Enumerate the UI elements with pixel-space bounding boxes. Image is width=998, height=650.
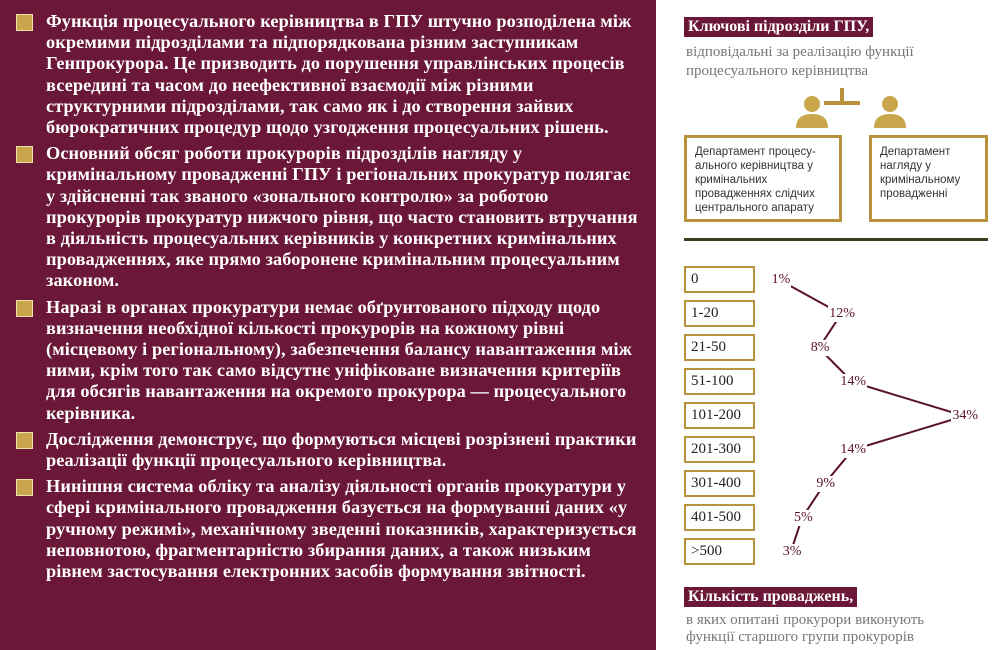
finding-item [14,429,642,471]
range-box: 0 [684,266,755,293]
range-box: >500 [684,538,755,565]
dept-procedural-guidance: Департамент процесу-ального керівництва у кримінальних провадженнях слідчих центрального апарату [684,135,842,222]
bullet-square-icon [16,479,33,496]
data-label: 14% [840,374,867,389]
finding-item [14,11,642,138]
data-label: 12% [829,306,855,321]
data-label: 8% [810,340,830,355]
finding-item [14,297,642,424]
range-box: 401-500 [684,504,755,531]
finding-item [14,476,642,582]
data-label: 9% [816,476,836,491]
range-box: 51-100 [684,368,755,395]
bullet-square-icon [16,432,33,449]
range-box: 21-50 [684,334,755,361]
units-subtitle-line1: відповідальні за реалізацію функції [686,44,914,60]
infographic-panel [656,0,998,650]
units-title: Ключові підрозділи ГПУ, [684,17,873,37]
bullet-square-icon [16,300,33,317]
units-subtitle-line2: процесуального керівництва [686,63,869,79]
data-label: 34% [952,408,979,423]
finding-text: Дослідження демонструє, що формуються місцеві розрізнені практики реалізації функції процесуального керівництва. [46,428,637,471]
range-box: 101-200 [684,402,755,429]
chart-subtitle-line1: в яких опитані прокурори виконують [686,612,925,628]
finding-text: Основний обсяг роботи прокурорів підрозділів нагляду у кримінальному провадженні ГПУ і регіональних прокуратур полягає у здійсненні так званого «зонального контролю» за роботою прокурорів прокуратур нижчого рівня, що часто становить втручання в діяльність процесуальних керівників у конкретних кримінальних провадженнях, яке прямо заборонене кримінальним процесуальним законом. [46,143,638,291]
finding-text: Наразі в органах прокуратури немає обґрунтованого підходу щодо визначення необхідної кількості прокурорів на кожному рівні (місцевому і регіональному), забезпечення балансу навантаження між ними, крім того так само відсутнє уніфіковане визначення критеріїв для обсягів навантаження на окремого прокурора — процесуального керівника. [46,296,632,423]
finding-text: Нинішня система обліку та аналізу діяльності органів прокуратури у сфері кримінального провадження базується на формуванні даних «у ручному режимі», механічному зведенні показників, характеризується неповнотою, фрагментарністю збирання даних, а також низьким рівнем застосування електронних засобів формування звітності. [46,476,637,582]
bullet-square-icon [16,146,33,163]
range-box: 301-400 [684,470,755,497]
chart-title: Кількість проваджень, [684,587,857,607]
data-label: 5% [794,510,813,525]
range-box: 201-300 [684,436,755,463]
bullet-square-icon [16,14,33,31]
data-label: 14% [840,442,867,457]
finding-item [14,143,642,291]
dept-supervision: Департамент нагляду у кримінальному провадженні [869,135,988,222]
data-label: 3% [782,544,802,559]
range-box: 1-20 [684,300,755,327]
chart-subtitle-line2: функції старшого групи прокурорів [686,629,915,645]
data-label: 1% [771,272,791,287]
finding-text: Функція процесуального керівництва в ГПУ штучно розподілена між окремими підрозділами та підпорядкована різним заступникам Генпрокурора. Це призводить до порушення управлінських процесів всередині та часом до неефективної взаємодії між різними структурними підрозділами, так само як і до створення зайвих бюрократичних процедур щодо узгодження процесуальних рішень. [46,11,632,138]
